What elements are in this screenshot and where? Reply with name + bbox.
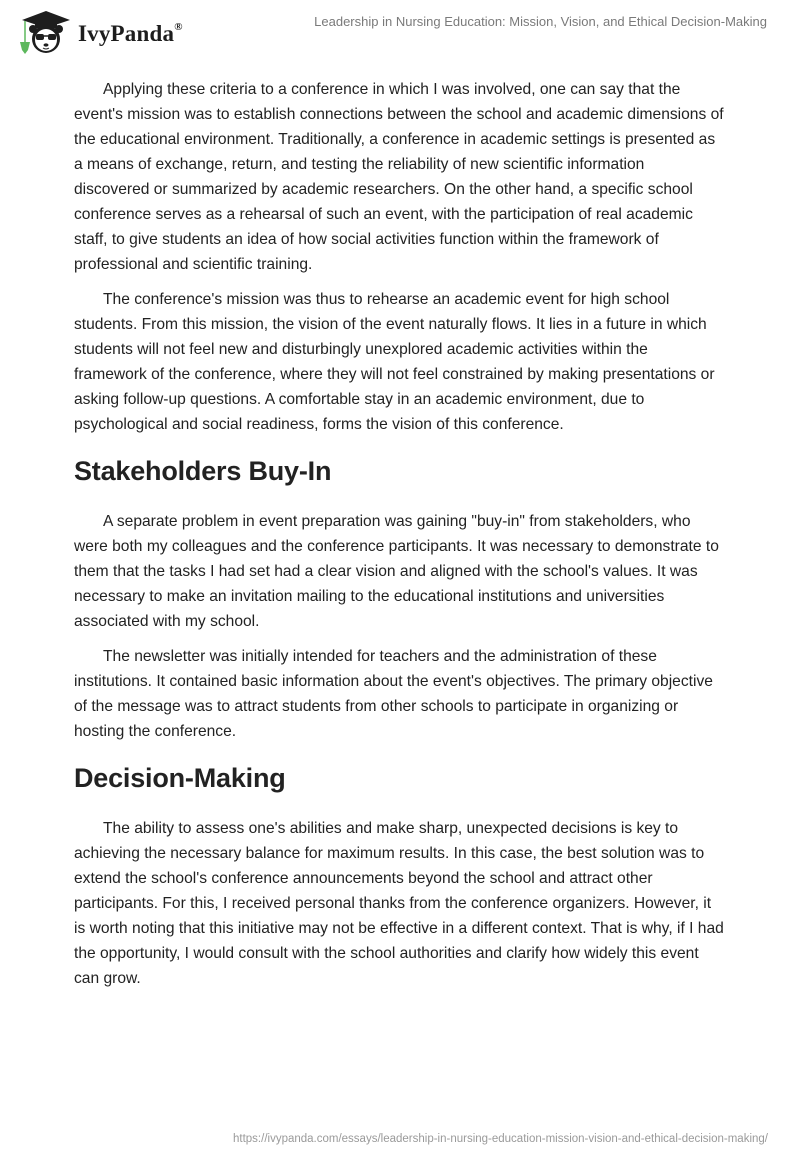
paragraph: A separate problem in event preparation was gaining "buy-in" from stakeholders, who were both my colleagues and the conference participants. It was necessary to demonstrate to them that the tasks I had set had a clear vision and aligned with the school's values. It was necessary to make an invitation mailing to the educational institutions and universities associated with my school. [74, 513, 719, 630]
paragraph: The conference's mission was thus to rehearse an academic event for high school students. From this mission, the vision of the event naturally flows. It lies in a future in which students will not feel new and disturbingly unexplored academic activities within the framework of the conference, where they will not feel constrained by making presentations or asking follow-up questions. A comfortable stay in an academic environment, due to psychological and social readiness, forms the vision of this conference. [74, 291, 715, 433]
paragraph: The newsletter was initially intended for teachers and the administration of these institutions. It contained basic information about the event's objectives. The primary objective of the message was to attract students from other schools to participate in organizing or hosting the conference. [74, 648, 713, 740]
essay-body [74, 77, 724, 1001]
registered-mark: ® [174, 21, 183, 34]
logo-text: IvyPanda® [78, 21, 183, 46]
source-url-link[interactable]: https://ivypanda.com/essays/leadership-in-nursing-education-mission-vision-and-ethical-decision-making/ [233, 1133, 768, 1145]
section-heading-stakeholders: Stakeholders Buy-In [74, 456, 332, 486]
paragraph: The ability to assess one's abilities and make sharp, unexpected decisions is key to achieving the necessary balance for maximum results. In this case, the best solution was to extend the school's conference announcements beyond the school and attract other participants. For this, I received personal thanks from the conference organizers. However, it is worth noting that this initiative may not be effective in a different context. That is why, if I had the opportunity, I would consult with the school authorities and clarify how widely this event can grow. [74, 820, 724, 987]
page-header [0, 0, 800, 60]
ivypanda-logo[interactable] [16, 8, 183, 56]
document-title: Leadership in Nursing Education: Mission, Vision, and Ethical Decision-Making [314, 14, 767, 29]
section-heading-decision-making: Decision-Making [74, 763, 286, 793]
panda-graduation-cap-icon [16, 8, 74, 56]
paragraph: Applying these criteria to a conference in which I was involved, one can say that the event's mission was to establish connections between the school and academic dimensions of the educational environment. Traditionally, a conference in academic settings is presented as a means of exchange, return, and testing the reliability of new scientific information discovered or summarized by academic researchers. On the other hand, a specific school conference serves as a rehearsal of such an event, with the participation of real academic staff, to give students an idea of how social activities function within the framework of professional and scientific training. [74, 81, 724, 273]
